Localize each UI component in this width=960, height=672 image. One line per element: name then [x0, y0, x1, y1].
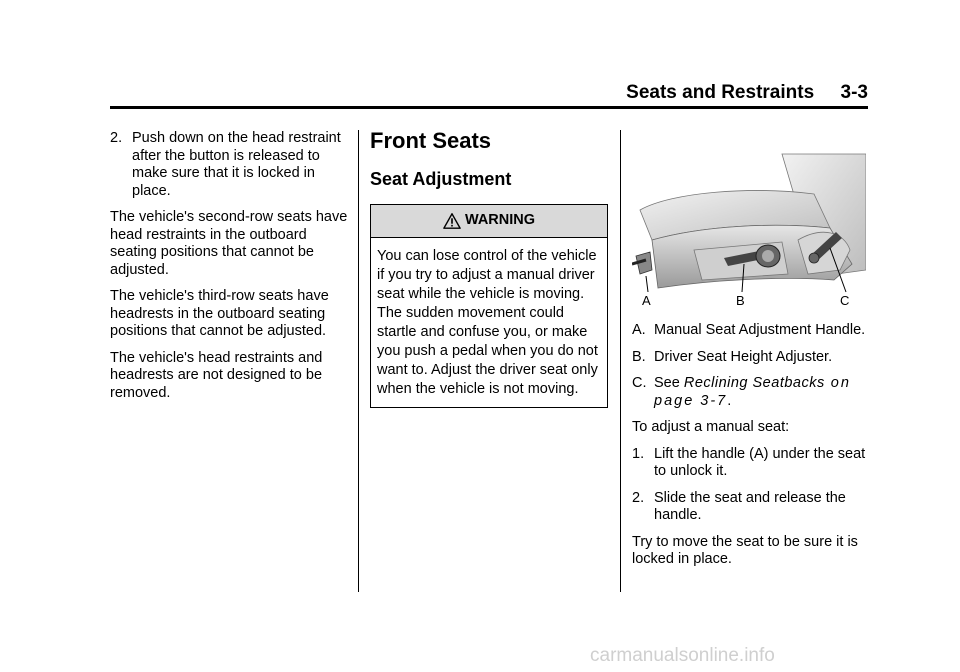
subsection-heading: Seat Adjustment [370, 169, 512, 189]
column-divider [358, 130, 359, 592]
legend-suffix: . [727, 392, 732, 409]
step-number: 1. [632, 445, 645, 462]
step-number: 2. [632, 489, 645, 506]
left-column [110, 130, 350, 411]
right-column [632, 322, 872, 578]
paragraph-third-row: The vehicle's third-row seats have headrests in the outboard seating positions that cannot be adjusted. [110, 288, 329, 339]
step-text: Slide the seat and release the handle. [654, 489, 846, 523]
figure-label-c: C [840, 293, 850, 308]
section-heading: Front Seats [370, 128, 492, 153]
list-item [632, 446, 872, 481]
step-text: Push down on the head restraint after the button is released to make sure that it is locked in place. [132, 130, 341, 199]
legend-letter: B. [632, 348, 646, 365]
procedure-intro: To adjust a manual seat: [632, 419, 790, 435]
warning-header [371, 205, 607, 238]
closing-paragraph: Try to move the seat to be sure it is locked in place. [632, 533, 858, 567]
warning-label: WARNING [464, 212, 536, 229]
legend-item [632, 349, 872, 367]
legend-item [632, 322, 872, 340]
warning-triangle-icon [443, 212, 461, 230]
legend-letter: A. [632, 322, 646, 338]
list-item [110, 130, 350, 200]
cross-reference-link[interactable]: Reclining Seatbacks [683, 375, 825, 391]
warning-box [370, 204, 608, 408]
middle-column [370, 128, 610, 408]
legend-item [632, 375, 872, 410]
legend-text: Manual Seat Adjustment Handle. [654, 322, 866, 338]
legend-text: Driver Seat Height Adjuster. [654, 348, 833, 365]
figure-label-a: A [642, 293, 651, 308]
cross-reference-on: on [824, 375, 851, 391]
cross-reference-page[interactable]: page 3-7 [654, 392, 728, 409]
column-divider [620, 130, 621, 592]
step-text: Lift the handle (A) under the seat to unlock it. [654, 445, 866, 479]
step-number: 2. [110, 130, 123, 146]
page-header [110, 78, 868, 109]
page-title: Seats and Restraints 3-3 [626, 82, 868, 103]
figure-label-b: B [736, 293, 745, 308]
warning-text: You can lose control of the vehicle if you try to adjust a manual driver seat while the vehicle is moving. The sudden movement could startle and confuse you, or make you push a pedal when you do not want to. Adjust the driver seat only when the vehicle is not moving. [377, 248, 598, 397]
paragraph-second-row: The vehicle's second-row seats have head restraints in the outboard seating positions that cannot be adjusted. [110, 209, 348, 278]
legend-prefix: See [654, 375, 684, 391]
legend-letter: C. [632, 375, 647, 391]
legend-text [654, 375, 872, 410]
list-item [632, 490, 872, 525]
paragraph-removal: The vehicle's head restraints and headrests are not designed to be removed. [110, 349, 323, 401]
watermark: carmanualsonline.info [590, 645, 775, 666]
seat-adjustment-illustration [632, 152, 866, 308]
